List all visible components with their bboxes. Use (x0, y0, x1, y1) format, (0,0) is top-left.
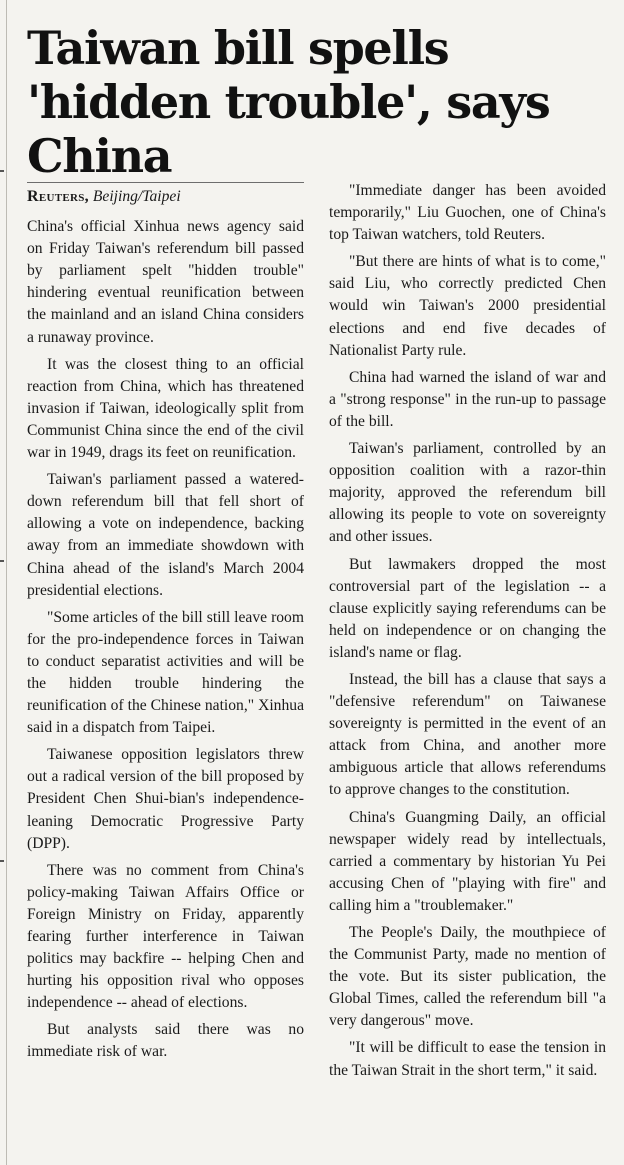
paragraph: Taiwan's parliament passed a watered-down referendum bill that fell short of allowing a vote on independence, backing away from an immediate showdown with China ahead of the island's March 2004 presidential elections. (27, 471, 304, 599)
right-column (329, 180, 606, 1087)
paragraph: Taiwanese opposition legislators threw out a radical version of the bill proposed by President Chen Shui-bian's independence-leaning Democratic Progressive Party (DPP). (27, 746, 304, 852)
edge-mark (0, 560, 4, 562)
paragraph: But analysts said there was no immediate risk of war. (27, 1021, 304, 1061)
edge-mark (0, 170, 4, 172)
paragraph: But lawmakers dropped the most controversial part of the legislation -- a clause explicitly saying referendums can be held on independence or on changing the island's name or flag. (329, 555, 606, 661)
headline: Taiwan bill spells 'hidden trouble', says China (27, 21, 550, 183)
byline (27, 182, 304, 208)
page-edge-rule (6, 0, 7, 1165)
byline-location: Beijing/Taipei (92, 188, 181, 205)
edge-mark (0, 860, 4, 862)
paragraph: It was the closest thing to an official reaction from China, which has threatened invasion if Taiwan, ideologically split from Communist China since the end of the civil war in 1949, drags its feet on reunification. (27, 355, 304, 462)
byline-agency: Reuters, (27, 188, 89, 205)
paragraph: China had warned the island of war and a "strong response" in the run-up to passage of the bill. (329, 368, 606, 430)
paragraph: "Immediate danger has been avoided temporarily," Liu Guochen, one of China's top Taiwan watchers, told Reuters. (329, 182, 606, 244)
paragraph: There was no comment from China's policy-making Taiwan Affairs Office or Foreign Ministry on Friday, apparently fearing further interference in Taiwan politics may backfire -- helping Chen and hurting his opposition rival who opposes independence -- ahead of elections. (27, 861, 304, 1012)
paragraph: "Some articles of the bill still leave room for the pro-independence forces in Taiwan to conduct separatist activities and will be the hidden trouble hindering the reunification of the Chinese nation," Xinhua said in a dispatch from Taipei. (27, 608, 304, 737)
left-column (27, 182, 304, 1069)
paragraph: China's official Xinhua news agency said on Friday Taiwan's referendum bill passed by parliament spelt "hidden trouble" hindering eventual reunification between the mainland and an island China considers a runaway province. (27, 218, 304, 346)
paragraph: Taiwan's parliament, controlled by an opposition coalition with a razor-thin majority, approved the referendum bill allowing its people to vote on sovereignty and other issues. (329, 440, 606, 546)
paragraph: The People's Daily, the mouthpiece of the Communist Party, made no mention of the vote. But its sister publication, the Global Times, called the referendum bill "a very dangerous" move. (329, 924, 606, 1030)
paragraph: "But there are hints of what is to come," said Liu, who correctly predicted Chen would win Taiwan's 2000 presidential elections and end five decades of Nationalist Party rule. (329, 253, 606, 359)
paragraph: "It will be difficult to ease the tension in the Taiwan Strait in the short term," it said. (329, 1039, 606, 1079)
paragraph: China's Guangming Daily, an official newspaper widely read by intellectuals, carried a commentary by historian Yu Pei accusing Chen of "playing with fire" and calling him a "troublemaker." (329, 808, 606, 914)
paragraph: Instead, the bill has a clause that says a "defensive referendum" on Taiwanese sovereignty is permitted in the event of an attack from China, and another more ambiguous article that allows referendums to approve changes to the constitution. (329, 670, 606, 799)
